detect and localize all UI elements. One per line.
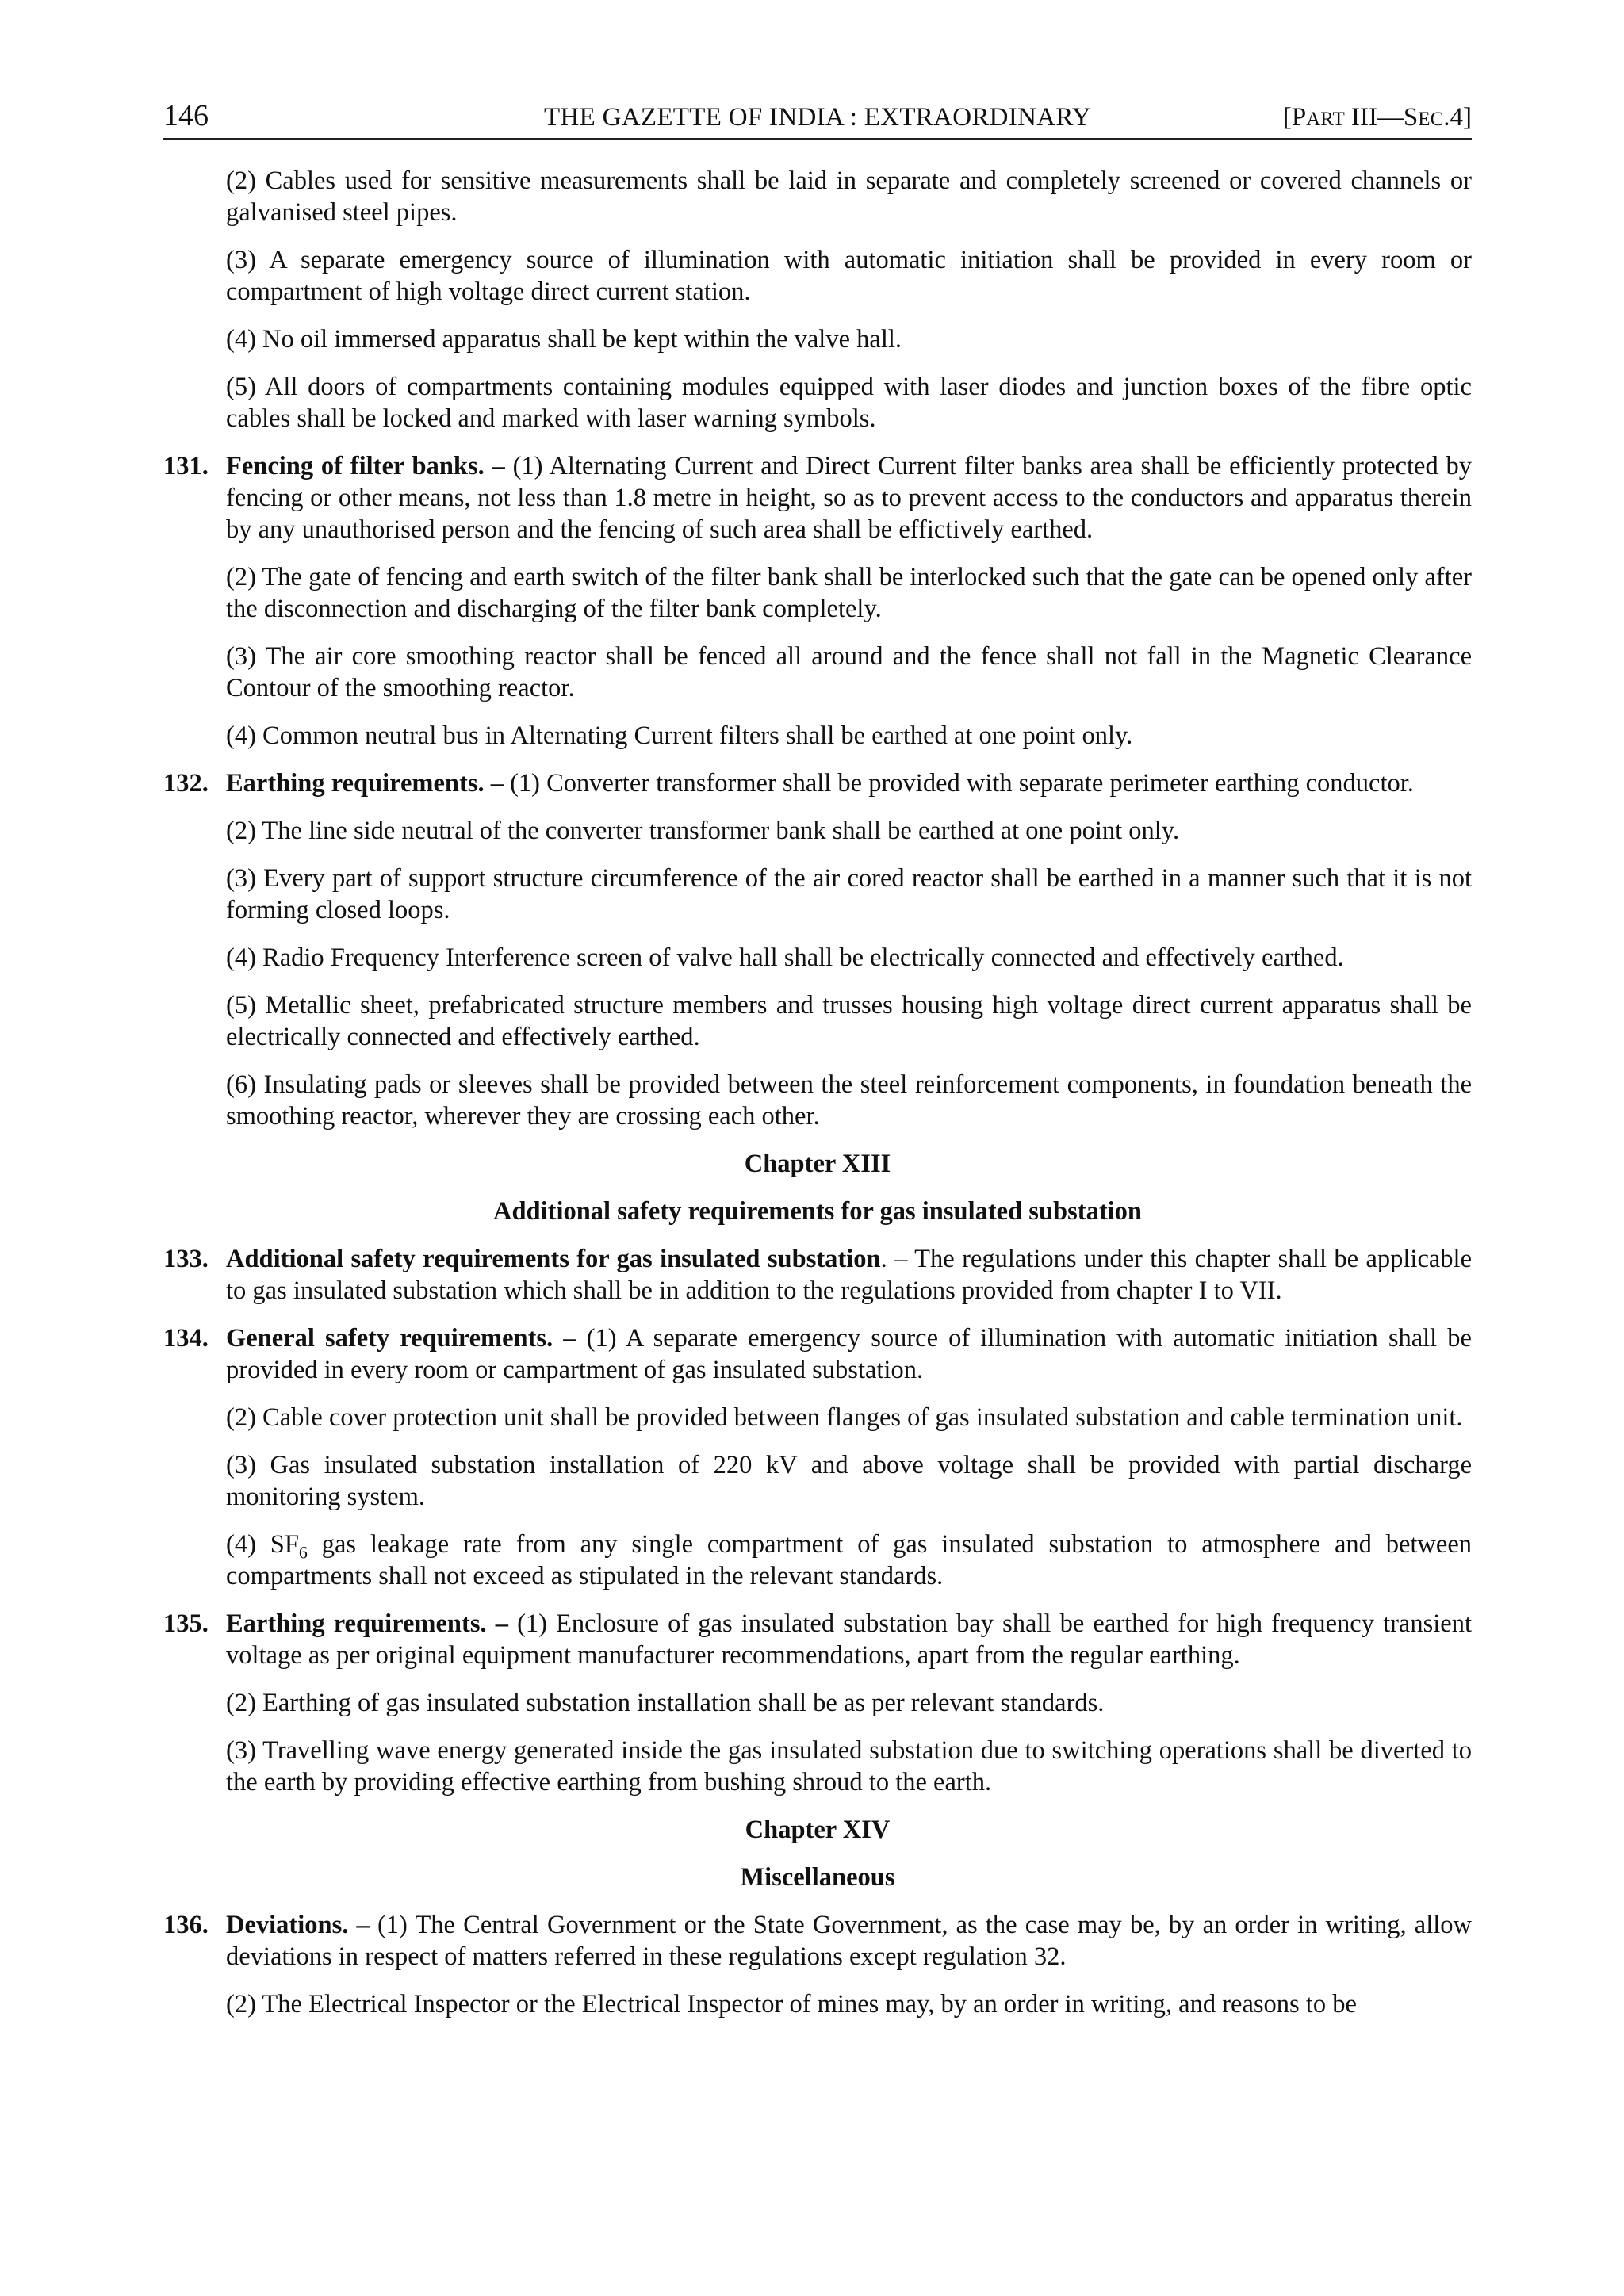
regulation-131 [163,450,1472,545]
regulation-number: 134. [163,1324,209,1353]
regulation-text: (1) A separate emergency source of illumination with automatic initiation shall be provided in every room or campartment of gas insulated substation. [226,1324,1472,1384]
regulation-134 [163,1322,1472,1386]
regulation-133 [163,1243,1472,1307]
sub-paragraph: (2) Earthing of gas insulated substation installation shall be as per relevant standards. [226,1689,1105,1717]
regulation-number: 133. [163,1245,209,1273]
regulation-number: 131. [163,452,209,480]
chapter-subtitle: Miscellaneous [740,1863,895,1892]
regulation-text: (1) The Central Government or the State Government, as the case may be, by an order in writing, allow deviations in respect of matters referred in these regulations except regulation 32. [226,1911,1472,1971]
sub-paragraph: (2) The Electrical Inspector or the Electrical Inspector of mines may, by an order in writing, and reasons to be [226,1990,1357,2019]
sub-paragraph: (2) The gate of fencing and earth switch of the filter bank shall be interlocked such that the gate can be opened only after the disconnection and discharging of the filter bank completely. [226,563,1472,623]
page-header [163,94,1472,140]
regulation-text: . – The regulations under this chapter shall be applicable to gas insulated substation which shall be in addition to the regulations provided from chapter I to VII. [226,1245,1472,1305]
regulation-132 [163,767,1472,799]
regulation-text: (1) Enclosure of gas insulated substation bay shall be earthed for high frequency transient voltage as per original equipment manufacturer recommendations, apart from the regular earthing. [226,1609,1472,1670]
sub-paragraph: (2) The line side neutral of the converter transformer bank shall be earthed at one point only. [226,817,1180,845]
sub-paragraph: (4) Radio Frequency Interference screen of valve hall shall be electrically connected and effectively earthed. [226,943,1344,972]
sub-paragraph: (2) Cable cover protection unit shall be provided between flanges of gas insulated substation and cable termination unit. [226,1403,1463,1432]
sub-paragraph: (3) Every part of support structure circumference of the air cored reactor shall be earthed in a manner such that it is not forming closed loops. [226,864,1472,924]
part-section-label: [PART III—SEC.4] [1282,103,1472,132]
sub-paragraph: (3) A separate emergency source of illumination with automatic initiation shall be provided in every room or compartment of high voltage direct current station. [226,246,1472,306]
chapter-title: Chapter XIV [745,1816,891,1844]
regulation-heading: Fencing of filter banks. – [226,452,505,480]
page-number: 146 [163,99,209,132]
regulation-heading: Earthing requirements. – [226,1609,508,1638]
sub-paragraph: (3) Gas insulated substation installation of 220 kV and above voltage shall be provided with partial discharge monitoring system. [226,1451,1472,1511]
regulation-text: (1) Converter transformer shall be provided with separate perimeter earthing conductor. [503,769,1414,798]
regulation-number: 136. [163,1911,209,1939]
sub-paragraph: (4) No oil immersed apparatus shall be kept within the valve hall. [226,325,902,354]
sub-paragraph: (4) $SF_6$ gas leakage rate from any single compartment of gas insulated substation to atmosphere and between compartments shall not exceed as stipulated in the relevant standards. [226,1530,1473,1590]
sub-paragraph: (5) All doors of compartments containing modules equipped with laser diodes and junction boxes of the fibre optic cables shall be locked and marked with laser warning symbols. [226,373,1472,433]
regulation-number: 132. [163,769,209,798]
sub-paragraph: (5) Metallic sheet, prefabricated structure members and trusses housing high voltage direct current apparatus shall be electrically connected and effectively earthed. [226,991,1472,1051]
chapter-title: Chapter XIII [744,1150,891,1178]
regulation-text: (1) Alternating Current and Direct Current filter banks area shall be efficiently protected by fencing or other means, not less than 1.8 metre in height, so as to prevent access to the conductors and apparatus therein by any unauthorised person and the fencing of such area shall be effictively earthed. [226,452,1473,544]
chapter-subtitle: Additional safety requirements for gas insulated substation [492,1197,1142,1226]
subscript: 6 [298,1542,308,1563]
regulation-number: 135. [163,1609,209,1638]
regulation-heading: Additional safety requirements for gas insulated substation [226,1245,881,1273]
document-body [163,165,1472,2036]
gazette-title: THE GAZETTE OF INDIA : EXTRAORDINARY [544,103,1091,132]
sub-paragraph: (2) Cables used for sensitive measurements shall be laid in separate and completely screened or covered channels or galvanised steel pipes. [226,166,1472,227]
regulation-heading: Earthing requirements. – [226,769,504,798]
regulation-136 [163,1909,1472,1973]
regulation-heading: Deviations. – [226,1911,370,1939]
regulation-135 [163,1608,1472,1671]
sub-paragraph: (3) The air core smoothing reactor shall be fenced all around and the fence shall not fall in the Magnetic Clearance Contour of the smoothing reactor. [226,642,1472,702]
sub-paragraph: (3) Travelling wave energy generated inside the gas insulated substation due to switching operations shall be diverted to the earth by providing effective earthing from bushing shroud to the earth. [226,1736,1472,1797]
regulation-heading: General safety requirements. – [226,1324,576,1353]
sub-paragraph: (6) Insulating pads or sleeves shall be provided between the steel reinforcement components, in foundation beneath the smoothing reactor, wherever they are crossing each other. [226,1070,1472,1131]
sub-paragraph: (4) Common neutral bus in Alternating Current filters shall be earthed at one point only. [226,721,1133,750]
